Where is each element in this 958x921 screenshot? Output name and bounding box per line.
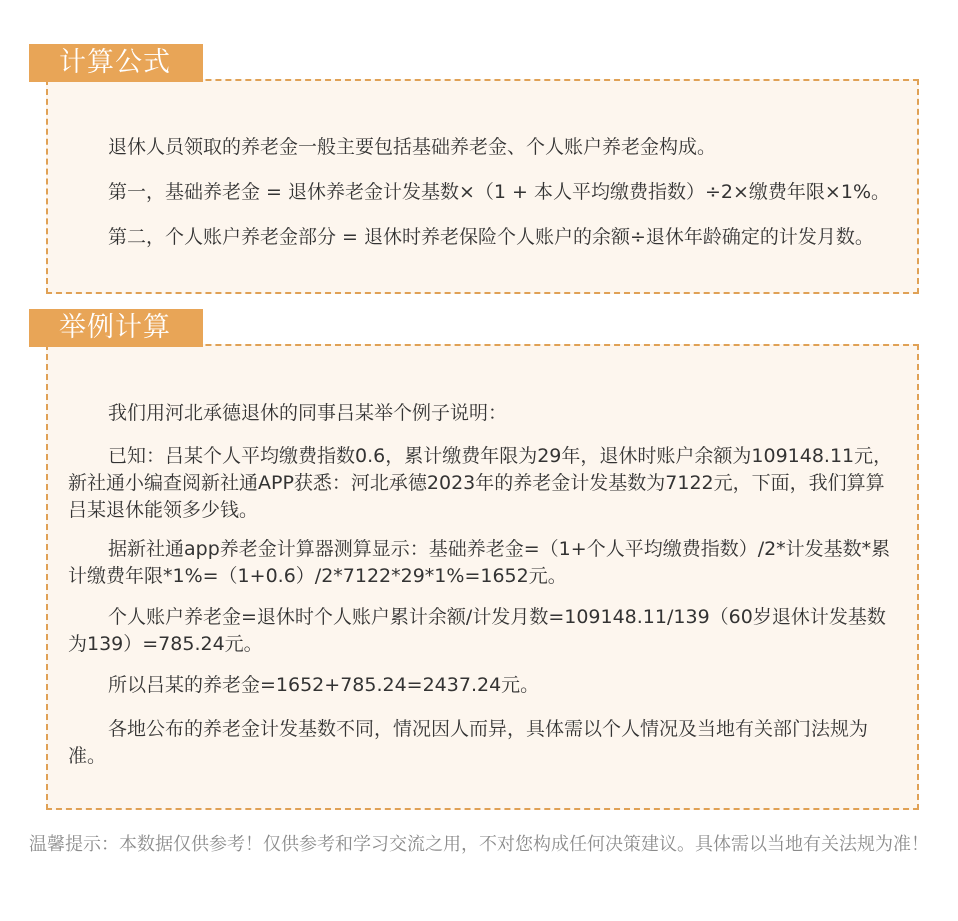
formula-section-box	[46, 79, 919, 294]
example-paragraph-6: 各地公布的养老金计发基数不同，情况因人而异，具体需以个人情况及当地有关部门法规为准。	[68, 718, 869, 767]
example-paragraph-3: 据新社通app养老金计算器测算显示：基础养老金=（1+个人平均缴费指数）/2*计发基数*累计缴费年限*1%=（1+0.6）/2*7122*29*1%=1652元。	[68, 538, 891, 587]
formula-paragraph-1: 退休人员领取的养老金一般主要包括基础养老金、个人账户养老金构成。	[108, 136, 717, 158]
footer-disclaimer: 温馨提示：本数据仅供参考！仅供参考和学习交流之用，不对您构成任何决策建议。具体需以当地有关法规为准！	[29, 834, 929, 855]
example-paragraph-1: 我们用河北承德退休的同事吕某举个例子说明：	[108, 402, 508, 424]
formula-paragraph-2: 第一，基础养老金 = 退休养老金计发基数×（1 + 本人平均缴费指数）÷2×缴费年限×1%。	[108, 181, 890, 203]
example-paragraph-2: 已知：吕某个人平均缴费指数0.6，累计缴费年限为29年，退休时账户余额为109148.11元，新社通小编查阅新社通APP获悉：河北承德2023年的养老金计发基数为7122元，下面，我们算算吕某退休能领多少钱。	[68, 445, 893, 521]
example-paragraph-5: 所以吕某的养老金=1652+785.24=2437.24元。	[108, 674, 540, 696]
example-paragraph-4: 个人账户养老金=退休时个人账户累计余额/计发月数=109148.11/139（60岁退休计发基数为139）=785.24元。	[68, 606, 886, 655]
example-section-box	[46, 344, 919, 810]
formula-section-title: 计算公式	[29, 44, 203, 82]
formula-paragraph-3: 第二，个人账户养老金部分 = 退休时养老保险个人账户的余额÷退休年龄确定的计发月数。	[108, 226, 874, 248]
example-section-title: 举例计算	[29, 309, 203, 347]
